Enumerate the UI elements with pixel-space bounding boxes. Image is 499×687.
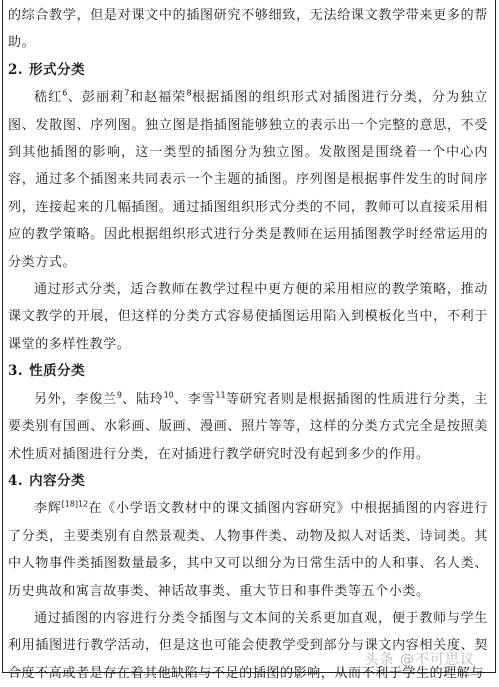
- author-ref: 、彭丽莉: [67, 90, 125, 106]
- citation-mark: 9: [116, 390, 122, 400]
- section-4-title: 内容分类: [29, 472, 86, 489]
- author-ref: 和赵福荣: [129, 90, 187, 106]
- section-4-paragraph-2: 通过插图的内容进行分类令插图与文本间的关系更加直观，便于教师与学生利用插图进行教学活动，但是这也可能会使教学受到部分与课文内容相关度、契合度不高或者是存在着其他缺陷与不足的插图的影响，从而不利于学生的理解与: [8, 610, 488, 681]
- citation-mark: 6: [62, 88, 68, 98]
- citation-mark: [18]12: [61, 499, 89, 509]
- author-ref: 嵇红: [34, 90, 63, 106]
- section-3-paragraph-1: [8, 386, 488, 468]
- citation-mark: 8: [186, 88, 192, 98]
- citation-mark: 10: [163, 390, 174, 400]
- section-4-heading: [8, 468, 488, 495]
- document-body: [8, 2, 488, 687]
- author-ref: 、李雪: [173, 391, 216, 407]
- intro-paragraph: 的综合教学，但是对课文中的插图研究不够细致，无法给课文教学带来更多的帮助。: [8, 8, 488, 51]
- section-2-paragraph-1: [8, 84, 488, 276]
- citation-mark: 11: [215, 390, 226, 400]
- paragraph-text: 根据插图的组织形式对插图进行分类，分为独立图、发散图、序列图。独立图是指插图能够独立的表示出一个完整的意思，不受到其他插图的影响，这一类型的插图分为独立图。发散图是围绕着一个中心内容，通过多个插图来共同表示一个主题的插图。序列图是根据事件发生的时间序列，连接起来的几幅插图。通过插图组织形式分类的不同，教师可以直接采用相应的教学策略。因此根据组织形式进行分类是教师在运用插图教学时经常运用的分类方式。: [8, 90, 489, 270]
- section-2-heading: [8, 57, 488, 84]
- citation-mark: 7: [124, 88, 130, 98]
- section-3-number: 3.: [8, 363, 24, 380]
- section-4-number: 4.: [8, 472, 24, 489]
- paragraph-text: 等研究者则是根据插图的性质进行分类，主要类别有国画、水彩画、版画、漫画、照片等等，这样的分类方式完全是按照美术性质对插图进行分类，在对插进行教学研究时没有起到多少的作用。: [8, 391, 488, 462]
- author-ref: 另外，李俊兰: [34, 391, 117, 407]
- section-4-paragraph-1: [8, 495, 488, 605]
- section-3-heading: [8, 358, 488, 385]
- watermark: 头条 @不可思议: [364, 652, 475, 668]
- author-ref: 李辉: [34, 501, 62, 517]
- paragraph-text: 在《小学语文教材中的课文插图内容研究》中根据插图的内容进行了分类，主要类别有自然景观类、人物事件类、动物及拟人对话类、诗词类。其中人物事件类插图数量最多，其中又可以细分为日常生活中的人和事、名人类、历史典故和寓言故事类、神话故事类、重大节日和事件类等五个小类。: [8, 501, 488, 599]
- section-2-title: 形式分类: [29, 61, 86, 78]
- author-ref: 、陆玲: [121, 391, 164, 407]
- section-3-title: 性质分类: [29, 363, 86, 380]
- section-2-paragraph-2: 通过形式分类，适合教师在教学过程中更方便的采用相应的教学策略，推动课文教学的开展，但这样的分类方式容易使插图运用陷入到模板化当中，不利于课堂的多样性教学。: [8, 282, 488, 352]
- section-2-number: 2.: [8, 61, 24, 78]
